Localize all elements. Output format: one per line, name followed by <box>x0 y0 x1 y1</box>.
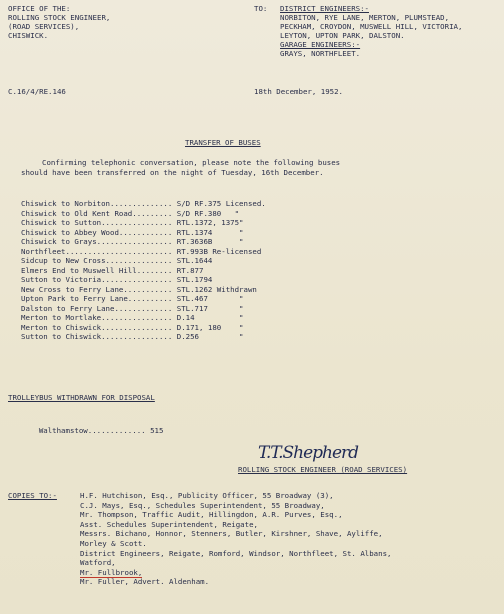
transfer-row <box>21 275 212 284</box>
trolleybus-dots: ............. <box>87 426 151 435</box>
transfer-route: Sutton to Victoria <box>21 275 102 284</box>
transfer-leader-dots: ............ <box>118 227 177 237</box>
transfer-leader-dots: .............. <box>110 199 177 208</box>
transfer-row <box>21 247 261 256</box>
transfer-route: New Cross to Ferry Lane <box>21 284 124 294</box>
transfer-row <box>21 332 244 341</box>
transfer-leader-dots: ........... <box>123 284 177 294</box>
transfer-bus: STL.1644 <box>176 256 213 265</box>
transfer-leader-dots: ........................ <box>65 246 177 256</box>
transfer-bus: RT.3636B " <box>176 237 244 246</box>
transfer-route: Upton Park to Ferry Lane <box>21 294 128 303</box>
district-line-2: PECKHAM, CROYDON, MUSWELL HILL, VICTORIA, <box>280 22 463 31</box>
transfer-bus: RT.993B Re-licensed <box>176 246 262 256</box>
transfer-row <box>21 285 257 294</box>
intro-line-2: should have been transferred on the night of Tuesday, 16th December. <box>21 168 324 177</box>
intro-line-1: Confirming telephonic conversation, please note the following buses <box>42 158 341 167</box>
copies-line: Mr. Fuller, Advert. Aldenham. <box>80 577 210 587</box>
trolleybus-heading: TROLLEYBUS WITHDRAWN FOR DISPOSAL <box>8 393 155 402</box>
transfer-bus: D.14 " <box>176 313 244 322</box>
copies-line: Morley & Scott. <box>80 539 147 548</box>
memo-date: 18th December, 1952. <box>254 87 343 96</box>
trolleybus-row <box>21 417 163 444</box>
transfer-row <box>21 237 244 246</box>
transfer-bus: STL.1794 <box>176 275 213 284</box>
transfer-leader-dots: ................. <box>96 237 177 246</box>
copies-line: Watford, <box>80 558 116 568</box>
from-line-4: CHISWICK. <box>8 31 49 40</box>
transfer-row <box>21 313 244 322</box>
transfer-route: Merton to Mortlake <box>21 313 102 322</box>
transfer-leader-dots: .......... <box>127 294 177 303</box>
transfer-bus: RT.877 <box>176 265 204 275</box>
transfer-route: Elmers End to Muswell Hill <box>21 265 137 275</box>
to-label: TO: <box>254 4 268 13</box>
transfer-route: Sutton to Chiswick <box>21 332 102 341</box>
transfer-bus: STL.1262 Withdrawn <box>176 284 257 294</box>
trolleybus-route: Walthamstow <box>38 426 88 435</box>
transfer-leader-dots: ......... <box>132 208 177 218</box>
transfer-row <box>21 323 244 332</box>
transfer-bus: STL.467 " <box>176 294 244 303</box>
transfer-route: Chiswick to Old Kent Road <box>21 208 133 218</box>
transfer-bus: RTL.1374 " <box>176 227 244 237</box>
district-line-1: NORBITON, RYE LANE, MERTON, PLUMSTEAD, <box>280 13 450 22</box>
transfer-row <box>21 294 244 303</box>
transfer-route: Chiswick to Sutton <box>21 218 102 227</box>
copies-line: C.J. Mays, Esq., Schedules Superintendent, 55 Broadway, <box>80 500 325 510</box>
copies-line: H.F. Hutchison, Esq., Publicity Officer, 55 Broadway (3), <box>80 491 334 500</box>
transfer-row <box>21 209 239 218</box>
transfer-route: Sidcup to New Cross <box>21 256 106 265</box>
transfer-leader-dots: ................ <box>101 218 177 227</box>
reference-number: C.16/4/RE.146 <box>8 87 66 96</box>
garage-engineers-heading: GARAGE ENGINEERS:- <box>280 40 361 49</box>
transfer-leader-dots: ................ <box>101 332 177 341</box>
transfer-route: Chiswick to Grays <box>21 237 97 246</box>
transfer-route: Chiswick to Norbiton <box>21 199 110 208</box>
garage-line-1: GRAYS, NORTHFLEET. <box>280 49 361 58</box>
transfer-leader-dots: ................ <box>101 313 177 322</box>
from-line-3: (ROAD SERVICES), <box>8 22 80 31</box>
transfer-route: Dalston to Ferry Lane <box>21 303 115 313</box>
transfer-bus: D.171, 180 " <box>176 322 244 332</box>
memo-title: TRANSFER OF BUSES <box>185 138 261 147</box>
district-engineers-heading: DISTRICT ENGINEERS:- <box>280 4 369 13</box>
district-line-3: LEYTON, UPTON PARK, DALSTON. <box>280 31 405 40</box>
transfer-leader-dots: ............... <box>105 256 177 265</box>
transfer-route: Chiswick to Abbey Wood <box>21 227 119 237</box>
transfer-bus: D.256 " <box>176 332 244 341</box>
copies-line: Mr. Thompson, Traffic Audit, Hillingdon, A.R. Purves, Esq., <box>80 510 343 520</box>
transfer-leader-dots: ........ <box>136 265 177 275</box>
transfer-row <box>21 256 212 265</box>
transfer-route: Northfleet <box>21 246 66 256</box>
transfer-route: Merton to Chiswick <box>21 322 102 332</box>
signatory-title: ROLLING STOCK ENGINEER (ROAD SERVICES) <box>238 465 408 474</box>
transfer-leader-dots: ............. <box>114 303 177 313</box>
copies-line: Messrs. Bichano, Honnor, Stenners, Butler, Kirshner, Shave, Ayliffe, <box>80 529 383 539</box>
transfer-bus: S/D RF.380 " <box>176 208 240 218</box>
transfer-row <box>21 218 244 227</box>
from-line-1: OFFICE OF THE: <box>8 4 71 13</box>
copies-line: Mr. Fullbrook, <box>80 567 143 577</box>
transfer-leader-dots: ................ <box>101 275 177 284</box>
transfer-row <box>21 228 244 237</box>
from-line-2: ROLLING STOCK ENGINEER, <box>8 13 111 22</box>
transfer-leader-dots: ................ <box>101 322 177 332</box>
transfer-row <box>21 304 244 313</box>
copies-label: COPIES TO:- <box>8 491 57 500</box>
transfer-row <box>21 199 266 208</box>
trolleybus-number: 515 <box>150 426 164 435</box>
copies-line: District Engineers, Reigate, Romford, Windsor, Northfleet, St. Albans, <box>80 548 392 558</box>
transfer-bus: RTL.1372, 1375" <box>176 218 244 227</box>
signature: T.T.Shepherd <box>258 443 359 463</box>
transfer-bus: S/D RF.375 Licensed. <box>176 199 266 208</box>
transfer-bus: STL.717 " <box>176 303 244 313</box>
copies-line: Asst. Schedules Superintendent, Reigate, <box>80 519 258 529</box>
transfer-row <box>21 266 203 275</box>
